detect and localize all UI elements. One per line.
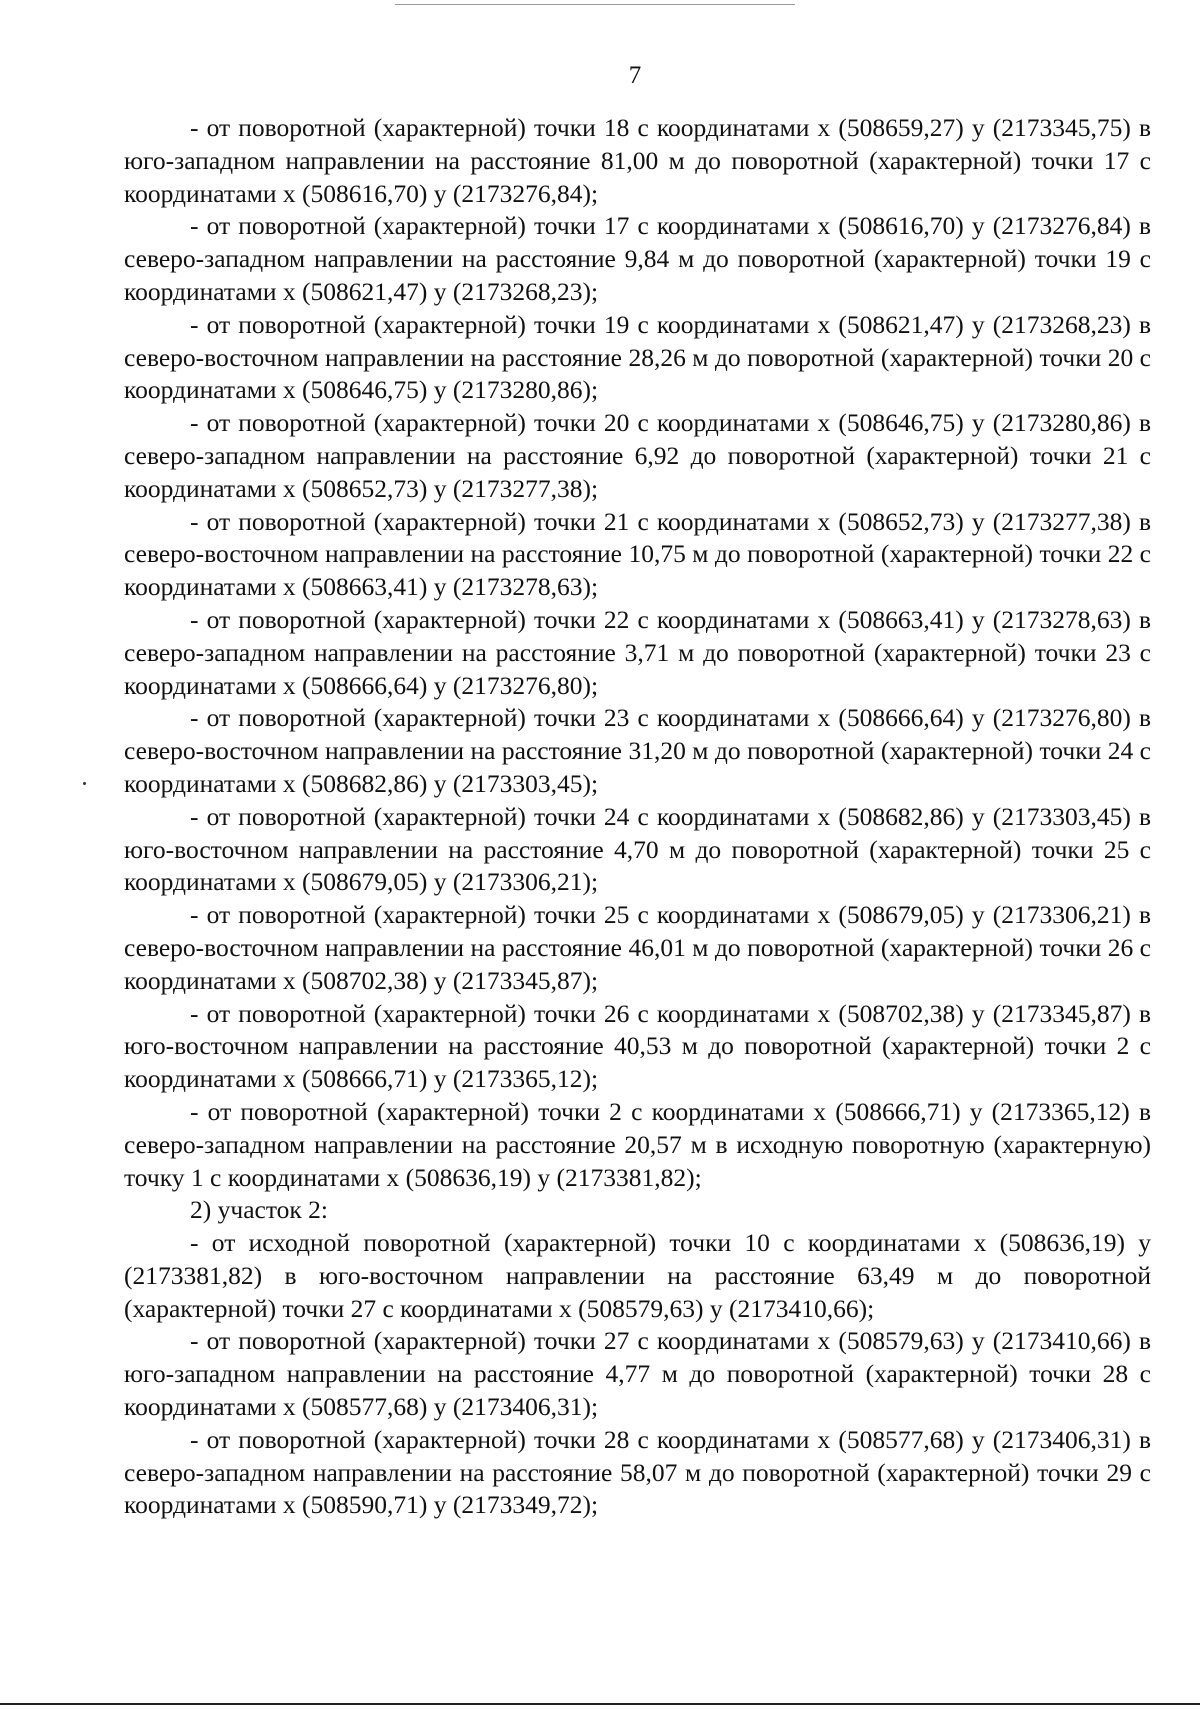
- paragraph-point-18: - от поворотной (характерной) точки 18 с координатами х (508659,27) у (2173345,75) в юго-западном направлении на расстояние 81,00 м до поворотной (характерной) точки 17 с координатами х (508616,70) у (2173276,84);: [124, 113, 1151, 208]
- paragraph-point-19: - от поворотной (характерной) точки 19 с координатами х (508621,47) у (2173268,23) в северо-восточном направлении на расстояние 28,26 м до поворотной (характерной) точки 20 с координатами х (508646,75) у (2173280,86);: [124, 309, 1151, 405]
- paragraph-point-2: - от поворотной (характерной) точки 2 с координатами х (508666,71) у (2173365,12) в северо-западном направлении на расстояние 20,57 м в исходную поворотную (характерную) точку 1 с координатами х (508636,19) у (2173381,82);: [124, 1096, 1151, 1192]
- paragraph-point-22: - от поворотной (характерной) точки 22 с координатами х (508663,41) у (2173278,63) в северо-западном направлении на расстояние 3,71 м до поворотной (характерной) точки 23 с координатами х (508666,64) у (2173276,80);: [124, 604, 1151, 700]
- scan-speck: [83, 782, 86, 785]
- paragraph-point-25: - от поворотной (характерной) точки 25 с координатами х (508679,05) у (2173306,21) в северо-восточном направлении на расстояние 46,01 м до поворотной (характерной) точки 26 с координатами х (508702,38) у (2173345,87);: [124, 900, 1151, 995]
- section-heading-plot-2: 2) участок 2:: [190, 1195, 328, 1225]
- paragraph-point-10: - от исходной поворотной (характерной) точки 10 с координатами х (508636,19) у (2173381,82) в юго-восточном направлении на расстояние 63,49 м до поворотной (характерной) точки 27 с координатами х (508579,63) у (2173410,66);: [124, 1228, 1151, 1323]
- paragraph-point-23: - от поворотной (характерной) точки 23 с координатами х (508666,64) у (2173276,80) в северо-восточном направлении на расстояние 31,20 м до поворотной (характерной) точки 24 с координатами х (508682,86) у (2173303,45);: [124, 703, 1151, 798]
- scan-edge-top: [395, 4, 795, 5]
- paragraph-point-26: - от поворотной (характерной) точки 26 с координатами х (508702,38) у (2173345,87) в юго-восточном направлении на расстояние 40,53 м до поворотной (характерной) точки 2 с координатами х (508666,71) у (2173365,12);: [124, 998, 1151, 1094]
- document-body: [124, 112, 1151, 1522]
- page-number: 7: [628, 62, 642, 89]
- scan-edge-bottom: [0, 1703, 1200, 1705]
- paragraph-point-28: - от поворотной (характерной) точки 28 с координатами х (508577,68) у (2173406,31) в северо-западном направлении на расстояние 58,07 м до поворотной (характерной) точки 29 с координатами х (508590,71) у (2173349,72);: [124, 1424, 1151, 1520]
- paragraph-point-20: - от поворотной (характерной) точки 20 с координатами х (508646,75) у (2173280,86) в северо-западном направлении на расстояние 6,92 до поворотной (характерной) точки 21 с координатами х (508652,73) у (2173277,38);: [124, 408, 1151, 503]
- paragraph-point-21: - от поворотной (характерной) точки 21 с координатами х (508652,73) у (2173277,38) в северо-восточном направлении на расстояние 10,75 м до поворотной (характерной) точки 22 с координатами х (508663,41) у (2173278,63);: [124, 506, 1151, 602]
- paragraph-point-27: - от поворотной (характерной) точки 27 с координатами х (508579,63) у (2173410,66) в юго-западном направлении на расстояние 4,77 м до поворотной (характерной) точки 28 с координатами х (508577,68) у (2173406,31);: [124, 1326, 1151, 1422]
- paragraph-point-17: - от поворотной (характерной) точки 17 с координатами х (508616,70) у (2173276,84) в северо-западном направлении на расстояние 9,84 м до поворотной (характерной) точки 19 с координатами х (508621,47) у (2173268,23);: [124, 211, 1151, 306]
- paragraph-point-24: - от поворотной (характерной) точки 24 с координатами х (508682,86) у (2173303,45) в юго-восточном направлении на расстояние 4,70 м до поворотной (характерной) точки 25 с координатами х (508679,05) у (2173306,21);: [124, 801, 1151, 897]
